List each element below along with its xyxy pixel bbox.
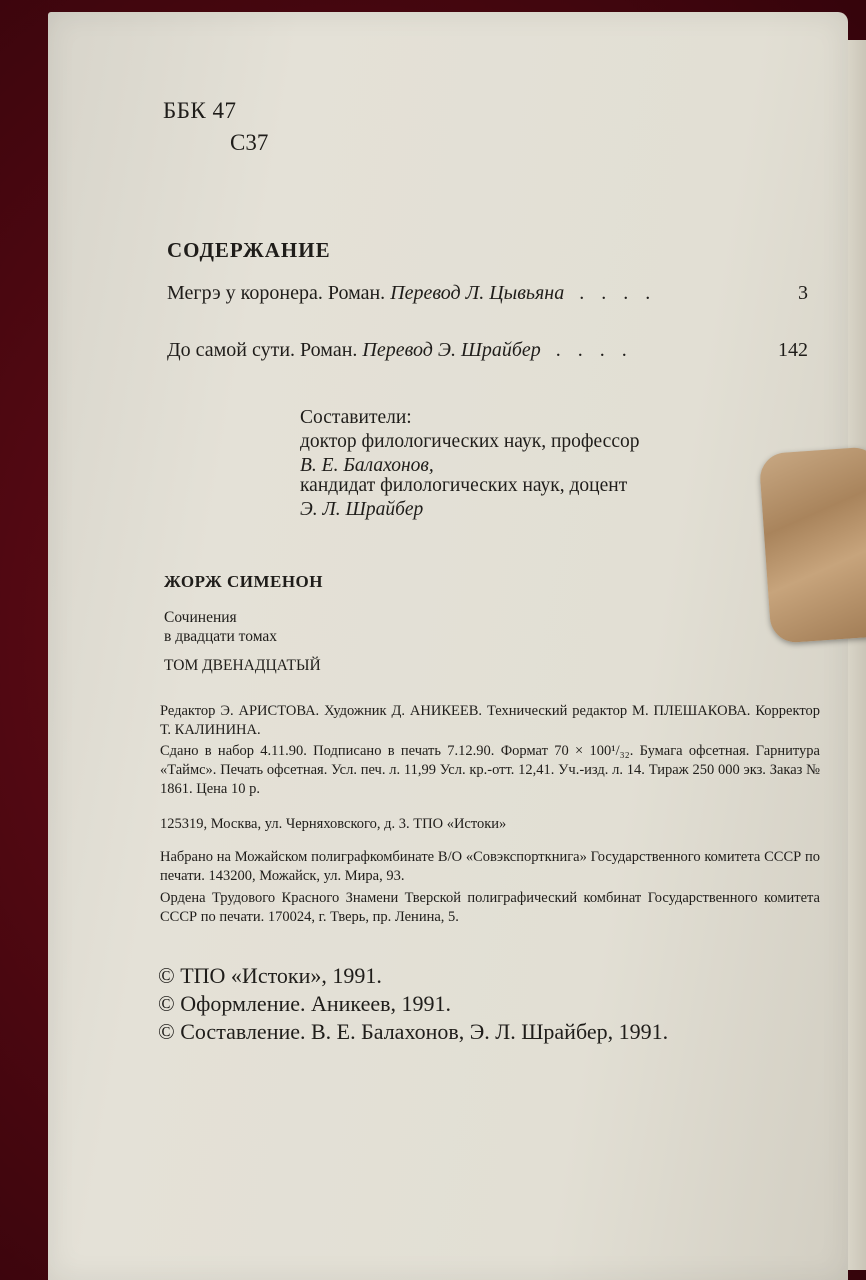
typesetter-info: Набрано на Можайском полиграфкомбинате В/О «Совэкспорткнига» Государственного комитета СССР по печати. 143200, Можайск, ул. Мира, 93. (160, 849, 820, 884)
toc-page-number: 3 (798, 282, 808, 304)
toc-translator: Перевод Л. Цывьяна (390, 282, 565, 304)
volume-number: ТОМ ДВЕНАДЦАТЫЙ (164, 657, 321, 674)
toc-entry (167, 282, 656, 305)
book-author: ЖОРЖ СИМЕНОН (164, 572, 324, 591)
toc-page-number: 142 (778, 339, 808, 361)
publisher-address: 125319, Москва, ул. Черняховского, д. 3. ТПО «Истоки» (160, 816, 507, 832)
toc-leader: . . . . (555, 339, 633, 361)
toc-entry (167, 339, 633, 362)
compiler-title: кандидат филологических наук, доцент (300, 475, 628, 496)
toc-translator: Перевод Э. Шрайбер (362, 339, 541, 361)
compilers-label: Составители: (300, 407, 412, 428)
copyright-line: © ТПО «Истоки», 1991. (158, 963, 382, 988)
compiler-title: доктор филологических наук, профессор (300, 431, 640, 452)
copyright-line: © Оформление. Аникеев, 1991. (158, 991, 451, 1016)
printer-info: Ордена Трудового Красного Знамени Тверской полиграфический комбинат Государственного комитета СССР по печати. 170024, г. Тверь, пр. Ленина, 5. (160, 890, 820, 925)
copyright-line: © Составление. В. Е. Балахонов, Э. Л. Шрайбер, 1991. (158, 1019, 669, 1044)
toc-title: Мегрэ у коронера. Роман. (167, 282, 386, 304)
series-line: Сочинения (164, 609, 237, 626)
series-line: в двадцати томах (164, 628, 278, 645)
imprint-staff: Редактор Э. АРИСТОВА. Художник Д. АНИКЕЕВ. Технический редактор М. ПЛЕШАКОВА. Корректор Т. КАЛИНИНА. (160, 703, 820, 738)
compiler-name: Э. Л. Шрайбер (300, 499, 424, 520)
bbk-code: ББК 47 (163, 98, 237, 123)
contents-heading: СОДЕРЖАНИЕ (167, 238, 331, 262)
wooden-bookmark (759, 446, 866, 644)
toc-leader: . . . . (579, 282, 657, 304)
author-sign: С37 (230, 130, 269, 155)
compiler-name: В. Е. Балахонов, (300, 455, 434, 476)
imprint-print-details: Сдано в набор 4.11.90. Подписано в печать 7.12.90. Формат 70 × 100¹/₃₂. Бумага офсетная. Гарнитура «Таймс». Печать офсетная. Усл. печ. л. 11,99 Усл. кр.-отт. 12,41. Уч.-изд. л. 14. Тираж 250 000 экз. Заказ № 1861. Цена 10 р. (160, 743, 820, 797)
toc-title: До самой сути. Роман. (167, 339, 358, 361)
book-page (48, 12, 848, 1280)
